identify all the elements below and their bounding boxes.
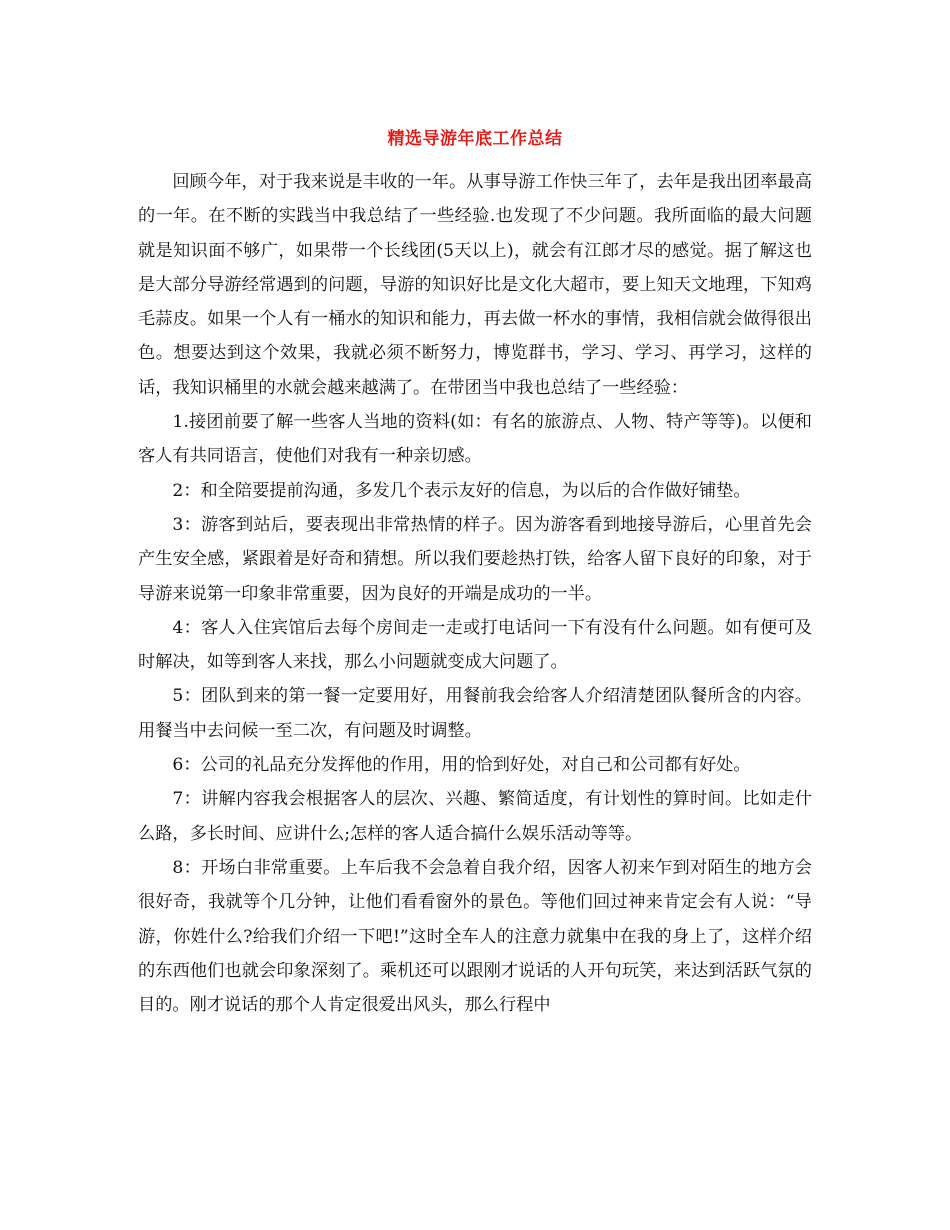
paragraph-item-2: 2：和全陪要提前沟通，多发几个表示友好的信息，为以后的合作做好铺垫。 (172, 480, 751, 501)
document-title: 精选导游年底工作总结 (387, 129, 563, 149)
document-body (138, 165, 812, 1022)
paragraph-intro: 回顾今年，对于我来说是丰收的一年。从事导游工作快三年了，去年是我出团率最高的一年。在不断的实践当中我总结了一些经验.也发现了不少问题。我所面临的最大问题就是知识面不够广，如果带一个长线团(5天以上)，就会有江郎才尽的感觉。据了解这也是大部分导游经常遇到的问题，导游的知识好比是文化大超市，要上知天文地理，下知鸡毛蒜皮。如果一个人有一桶水的知识和能力，再去做一杯水的事情，我相信就会做得很出色。想要达到这个效果，我就必须不断努力，博览群书，学习、学习、再学习，这样的话，我知识桶里的水就会越来越满了。在带团当中我也总结了一些经验： (138, 172, 812, 398)
paragraph-item-1: 1.接团前要了解一些客人当地的资料(如：有名的旅游点、人物、特产等等)。以便和客人有共同语言，使他们对我有一种亲切感。 (138, 412, 812, 467)
paragraph-item-8: 8：开场白非常重要。上车后我不会急着自我介绍，因客人初来乍到对陌生的地方会很好奇，我就等个几分钟，让他们看看窗外的景色。等他们回过神来肯定会有人说：“导游，你姓什么?给我们介绍一下吧!”这时全车人的注意力就集中在我的身上了，这样介绍的东西他们也就会印象深刻了。乘机还可以跟刚才说话的人开句玩笑，来达到活跃气氛的目的。刚才说话的那个人肯定很爱出风头，那么行程中 (138, 857, 812, 1016)
paragraph-item-4: 4：客人入住宾馆后去每个房间走一走或打电话问一下有没有什么问题。如有便可及时解决，如等到客人来找，那么小问题就变成大问题了。 (138, 617, 812, 673)
paragraph-item-3: 3：游客到站后，要表现出非常热情的样子。因为游客看到地接导游后，心里首先会产生安全感，紧跟着是好奇和猜想。所以我们要趁热打铁，给客人留下良好的印象，对于导游来说第一印象非常重要，因为良好的开端是成功的一半。 (138, 514, 812, 604)
paragraph-item-5: 5：团队到来的第一餐一定要用好，用餐前我会给客人介绍清楚团队餐所含的内容。用餐当中去问候一至二次，有问题及时调整。 (138, 686, 812, 741)
paragraph-item-6: 6：公司的礼品充分发挥他的作用，用的恰到好处，对自己和公司都有好处。 (172, 755, 751, 776)
paragraph-item-7: 7：讲解内容我会根据客人的层次、兴趣、繁简适度，有计划性的算时间。比如走什么路，多长时间、应讲什么;怎样的客人适合搞什么娱乐活动等等。 (138, 789, 812, 844)
